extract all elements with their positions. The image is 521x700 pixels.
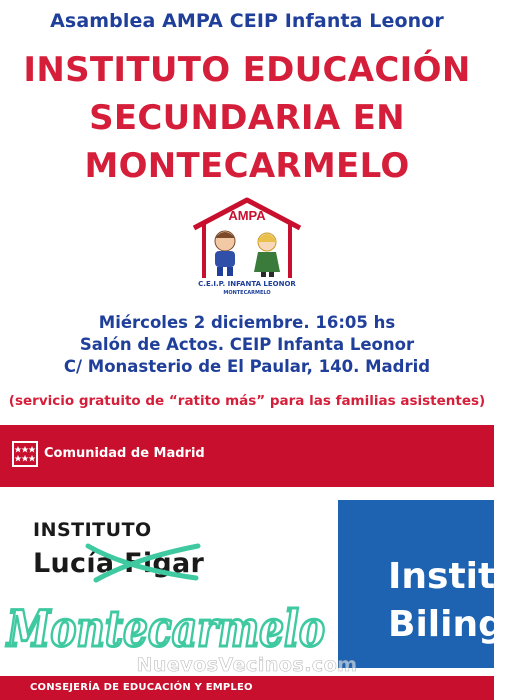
footer-text: CONSEJERÍA DE EDUCACIÓN Y EMPLEO (30, 682, 253, 693)
assembly-title: Asamblea AMPA CEIP Infanta Leonor (50, 10, 444, 32)
ampa-roof-text: AMPA (228, 208, 266, 223)
blue-panel-line-1: Institu (388, 556, 521, 597)
event-venue: Salón de Actos. CEIP Infanta Leonor (79, 335, 415, 354)
headline-line-3: MONTECARMELO (84, 146, 410, 186)
event-address: C/ Monasterio de El Paular, 140. Madrid (63, 357, 431, 376)
event-datetime: Miércoles 2 diciembre. 16:05 hs (98, 313, 396, 332)
handwritten-name-graphic (3, 584, 333, 664)
strikethrough-scribble (26, 540, 206, 585)
comunidad-madrid-logo (12, 441, 38, 467)
handwritten-name: Montecarmelo (5, 599, 325, 658)
headline-line-2: SECUNDARIA EN (89, 98, 405, 138)
logo-location: MONTECARMELO (223, 290, 271, 296)
institute-label: INSTITUTO (33, 519, 152, 541)
childcare-note: (servicio gratuito de “ratito más” para las familias asistentes) (8, 393, 486, 409)
blue-panel-line-2: Biling (388, 604, 504, 645)
headline-line-1: INSTITUTO EDUCACIÓN (23, 50, 471, 90)
crossed-out-name: Lucía Figar (33, 548, 205, 579)
watermark: NuevosVecinos.com (136, 654, 358, 676)
logo-school-name: C.E.I.P. INFANTA LEONOR (198, 280, 296, 288)
comunidad-madrid-name: Comunidad de Madrid (44, 446, 205, 461)
